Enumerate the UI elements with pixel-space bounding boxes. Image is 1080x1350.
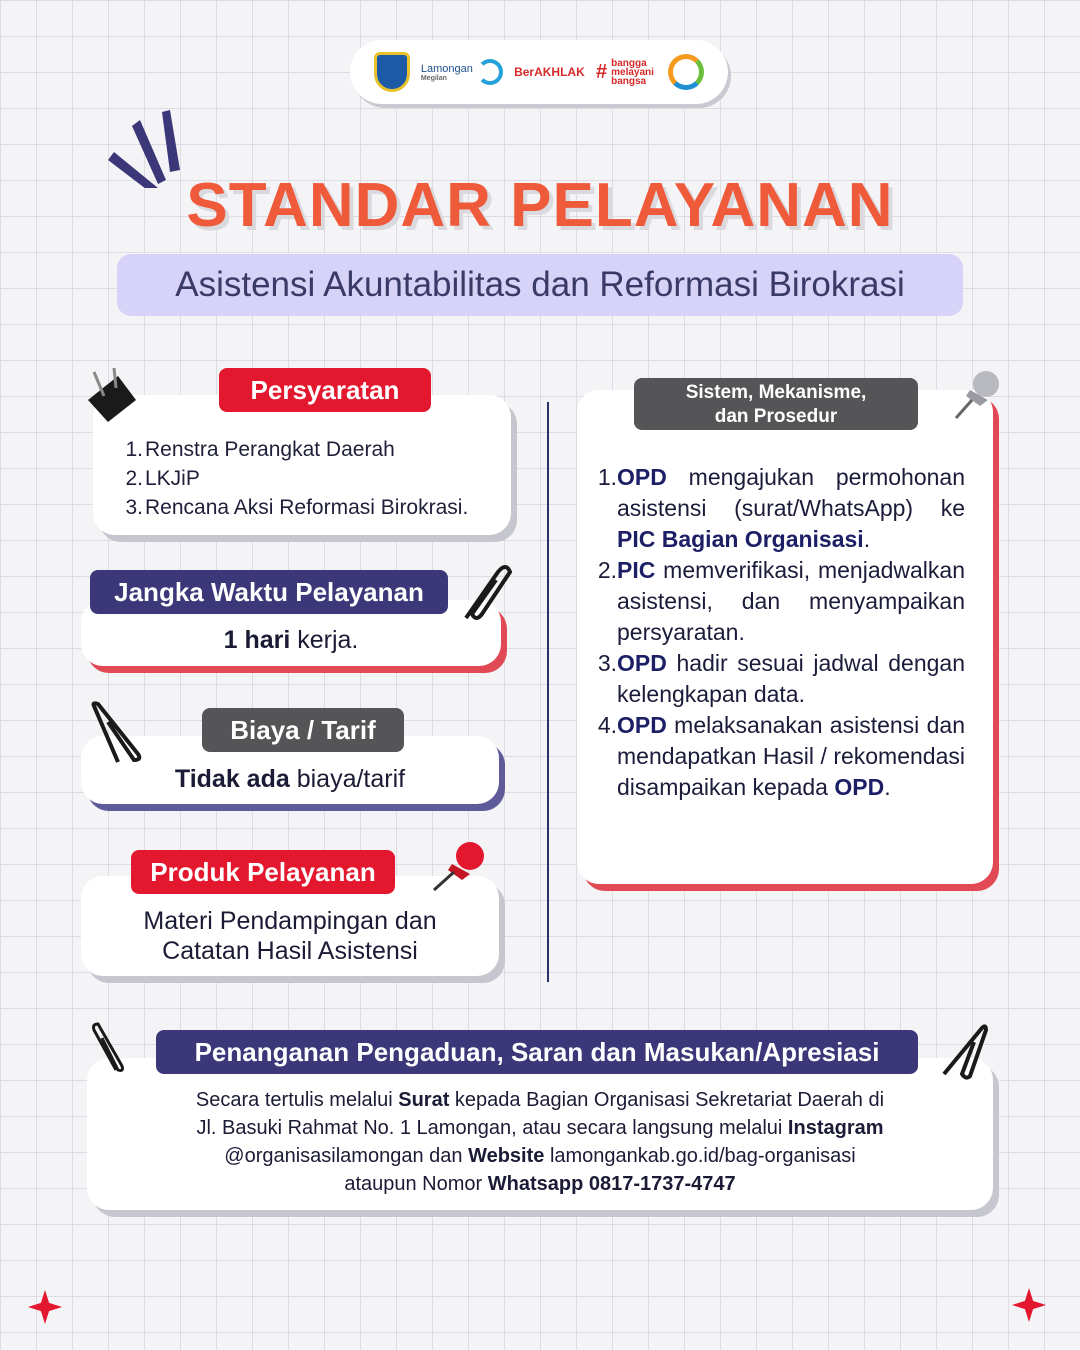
binder-clip-icon <box>84 366 140 424</box>
organisasi-logo-icon <box>668 54 704 90</box>
paper-clip-icon <box>934 1022 990 1082</box>
list-item: 4. OPD melaksanakan asistensi dan mendapatkan Hasil / rekomendasi disampaikan kepada OPD. <box>597 712 965 800</box>
pengaduan-card <box>87 1058 993 1210</box>
logo-bar <box>350 40 728 104</box>
page-title: STANDAR PELAYANAN <box>186 171 894 240</box>
sparkle-icon <box>1012 1288 1046 1322</box>
pengaduan-text: Secara tertulis melalui Surat kepada Bagian Organisasi Sekretariat Daerah di Jl. Basuki Rahmat No. 1 Lamongan, atau secara langsung melalui Instagram @organisasilamongan dan Website lamongankab.go.id/bag-organisasi ataupun Nomor Whatsapp 0817-1737-4747 <box>195 1089 885 1195</box>
list-item: 2. LKJiP <box>125 467 200 490</box>
list-item: 3. OPD hadir sesuai jadwal dengan kelengkapan data. <box>597 650 965 707</box>
sparkle-icon <box>28 1290 62 1324</box>
paperclip-icon <box>88 1020 132 1076</box>
bangga-logo: # bangga melayani bangsa <box>595 57 654 87</box>
produk-label: Produk Pelayanan <box>131 850 395 894</box>
biaya-label: Biaya / Tarif <box>202 708 404 752</box>
column-divider <box>547 402 549 982</box>
sistem-card <box>577 390 993 884</box>
paperclip-icon <box>452 560 514 630</box>
berakhlak-logo: BerAKHLAK <box>514 65 585 79</box>
sistem-list <box>595 462 965 803</box>
list-item: 3. Rencana Aksi Reformasi Birokrasi. <box>125 496 469 519</box>
persyaratan-list <box>121 435 511 522</box>
produk-value: Materi Pendampingan dan Catatan Hasil Asistensi <box>143 907 437 965</box>
list-item: 1. Renstra Perangkat Daerah <box>125 438 395 461</box>
persyaratan-label: Persyaratan <box>219 368 431 412</box>
page-subtitle: Asistensi Akuntabilitas dan Reformasi Birokrasi <box>117 254 963 316</box>
push-pin-icon <box>430 838 492 894</box>
paper-clip-icon <box>88 700 144 768</box>
lamongan-emblem-icon <box>374 52 410 92</box>
list-item: 1. OPD mengajukan permohonan asistensi (surat/WhatsApp) ke PIC Bagian Organisasi. <box>597 464 965 552</box>
pengaduan-label: Penanganan Pengaduan, Saran dan Masukan/Apresiasi <box>156 1030 918 1074</box>
jangka-label: Jangka Waktu Pelayanan <box>90 570 448 614</box>
biaya-value: Tidak ada biaya/tarif <box>174 765 406 793</box>
wave-icon <box>477 59 503 85</box>
sistem-label: Sistem, Mekanisme, dan Prosedur <box>634 378 918 430</box>
jangka-value: 1 hari kerja. <box>223 626 359 654</box>
lamongan-logo: Lamongan Megilan <box>421 59 503 85</box>
silver-pin-icon <box>950 366 1006 424</box>
list-item: 2. PIC memverifikasi, menjadwalkan asistensi, dan menyampaikan persyaratan. <box>597 557 965 645</box>
persyaratan-card <box>93 395 511 535</box>
